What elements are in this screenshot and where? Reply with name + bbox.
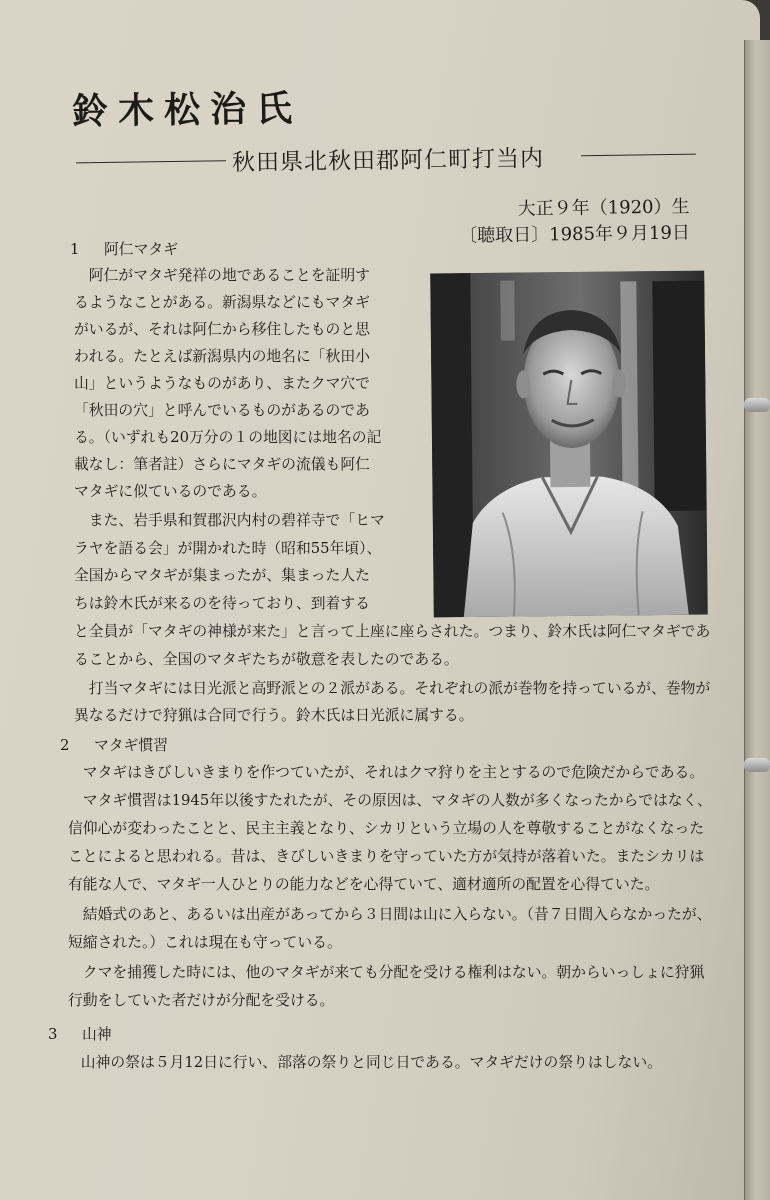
location-subtitle: 秋田県北秋田郡阿仁町打当内 [231,145,545,177]
portrait-photo [430,271,708,618]
paragraph-line: 行動をしていた者だけが分配を受ける。 [68,992,335,1009]
portrait-photo-icon [430,271,708,618]
paragraph-line: 有能な人で、マタギ一人ひとりの能力などを心得ていて、適材適所の配置を心得ていた。 [68,876,660,893]
paragraph-line: ることから、全国のマタギたちが敬意を表したのである。 [74,651,459,668]
paragraph-line: マタギはきびしいきまりを作つていたが、それはクマ狩りを主とするので危険だからである。 [68,764,705,781]
binder-ring-icon [744,398,770,412]
paragraph-line: と全員が「マタギの神様が来た」と言って上座に座らされた。つまり、鈴木氏は阿仁マタギであ [74,623,711,640]
paragraph-line: 打当マタギには日光派と高野派との２派がある。それぞれの派が巻物を持っているが、巻物が [74,680,711,697]
paragraph-line: 載なし：筆者註）さらにマタギの流儀も阿仁 [74,456,370,473]
paragraph-line: ことによると思われる。昔は、きびしいきまりを守っていた方が気持が落着いた。またシカリは [68,848,705,865]
paragraph-line: ちは鈴木氏が来るのを待っており、到着する [74,595,370,612]
birth-year: 大正９年（1920）生 [517,196,690,220]
paragraph-line: 全国からマタギが集まったが、集まった人た [74,567,370,584]
paragraph-line: 結婚式のあと、あるいは出産があってから３日間は山に入らない。（昔７日間入らなかったが、 [68,906,712,923]
page-title: 鈴木松治氏 [71,87,303,133]
paragraph-line: 阿仁がマタギ発祥の地であることを証明す [74,267,370,284]
paragraph-line: る。（いずれも20万分の１の地図には地名の記 [74,429,382,446]
interview-date: 〔聴取日〕1985年９月19日 [459,222,691,247]
adjacent-page-edge [744,40,770,1200]
paragraph-line: マタギに似ているのである。 [74,483,267,500]
profile-info [459,194,690,249]
paragraph-line: がいるが、それは阿仁から移住したものと思 [74,321,370,338]
paragraph-line: 短縮された。）これは現在も守っている。 [68,934,342,951]
paragraph-line: マタギ慣習は1945年以後すたれたが、その原因は、マタギの人数が多くなったからではなく、 [68,792,712,809]
section-heading-3: 3 山神 [48,1026,112,1043]
paragraph-line: るようなことがある。新潟県などにもマタギ [74,294,370,311]
paragraph-line: また、岩手県和賀郡沢内村の碧祥寺で「ヒマ [74,512,385,529]
paragraph-line: クマを捕獲した時には、他のマタギが来ても分配を受ける権利はない。朝からいっしょに狩猟 [68,964,705,981]
paragraph-line: 信仰心が変わったことと、民主主義となり、シカリという立場の人を尊敬することがなくなった [68,820,705,837]
section-heading-1: 1 阿仁マタギ [70,241,178,258]
subtitle-row [76,136,696,185]
binder-ring-icon [744,758,770,772]
paragraph-line: 異なるだけで狩猟は合同で行う。鈴木氏は日光派に属する。 [74,707,474,724]
section-heading-2: 2 マタギ慣習 [60,737,168,754]
paragraph-line: 山」というようなものがあり、またクマ穴で [74,375,370,392]
paragraph-line: われる。たとえば新潟県内の地名に「秋田小 [74,348,370,365]
paragraph-line: 山神の祭は５月12日に行い、部落の祭りと同じ日である。マタギだけの祭りはしない。 [66,1054,662,1071]
subtitle-rule-left [76,160,226,163]
paragraph-line: 「秋田の穴」と呼んでいるものがあるのであ [74,402,370,419]
paragraph-line: ラヤを語る会」が開かれた時（昭和55年頃）、 [74,540,382,557]
subtitle-rule-right [581,154,696,157]
